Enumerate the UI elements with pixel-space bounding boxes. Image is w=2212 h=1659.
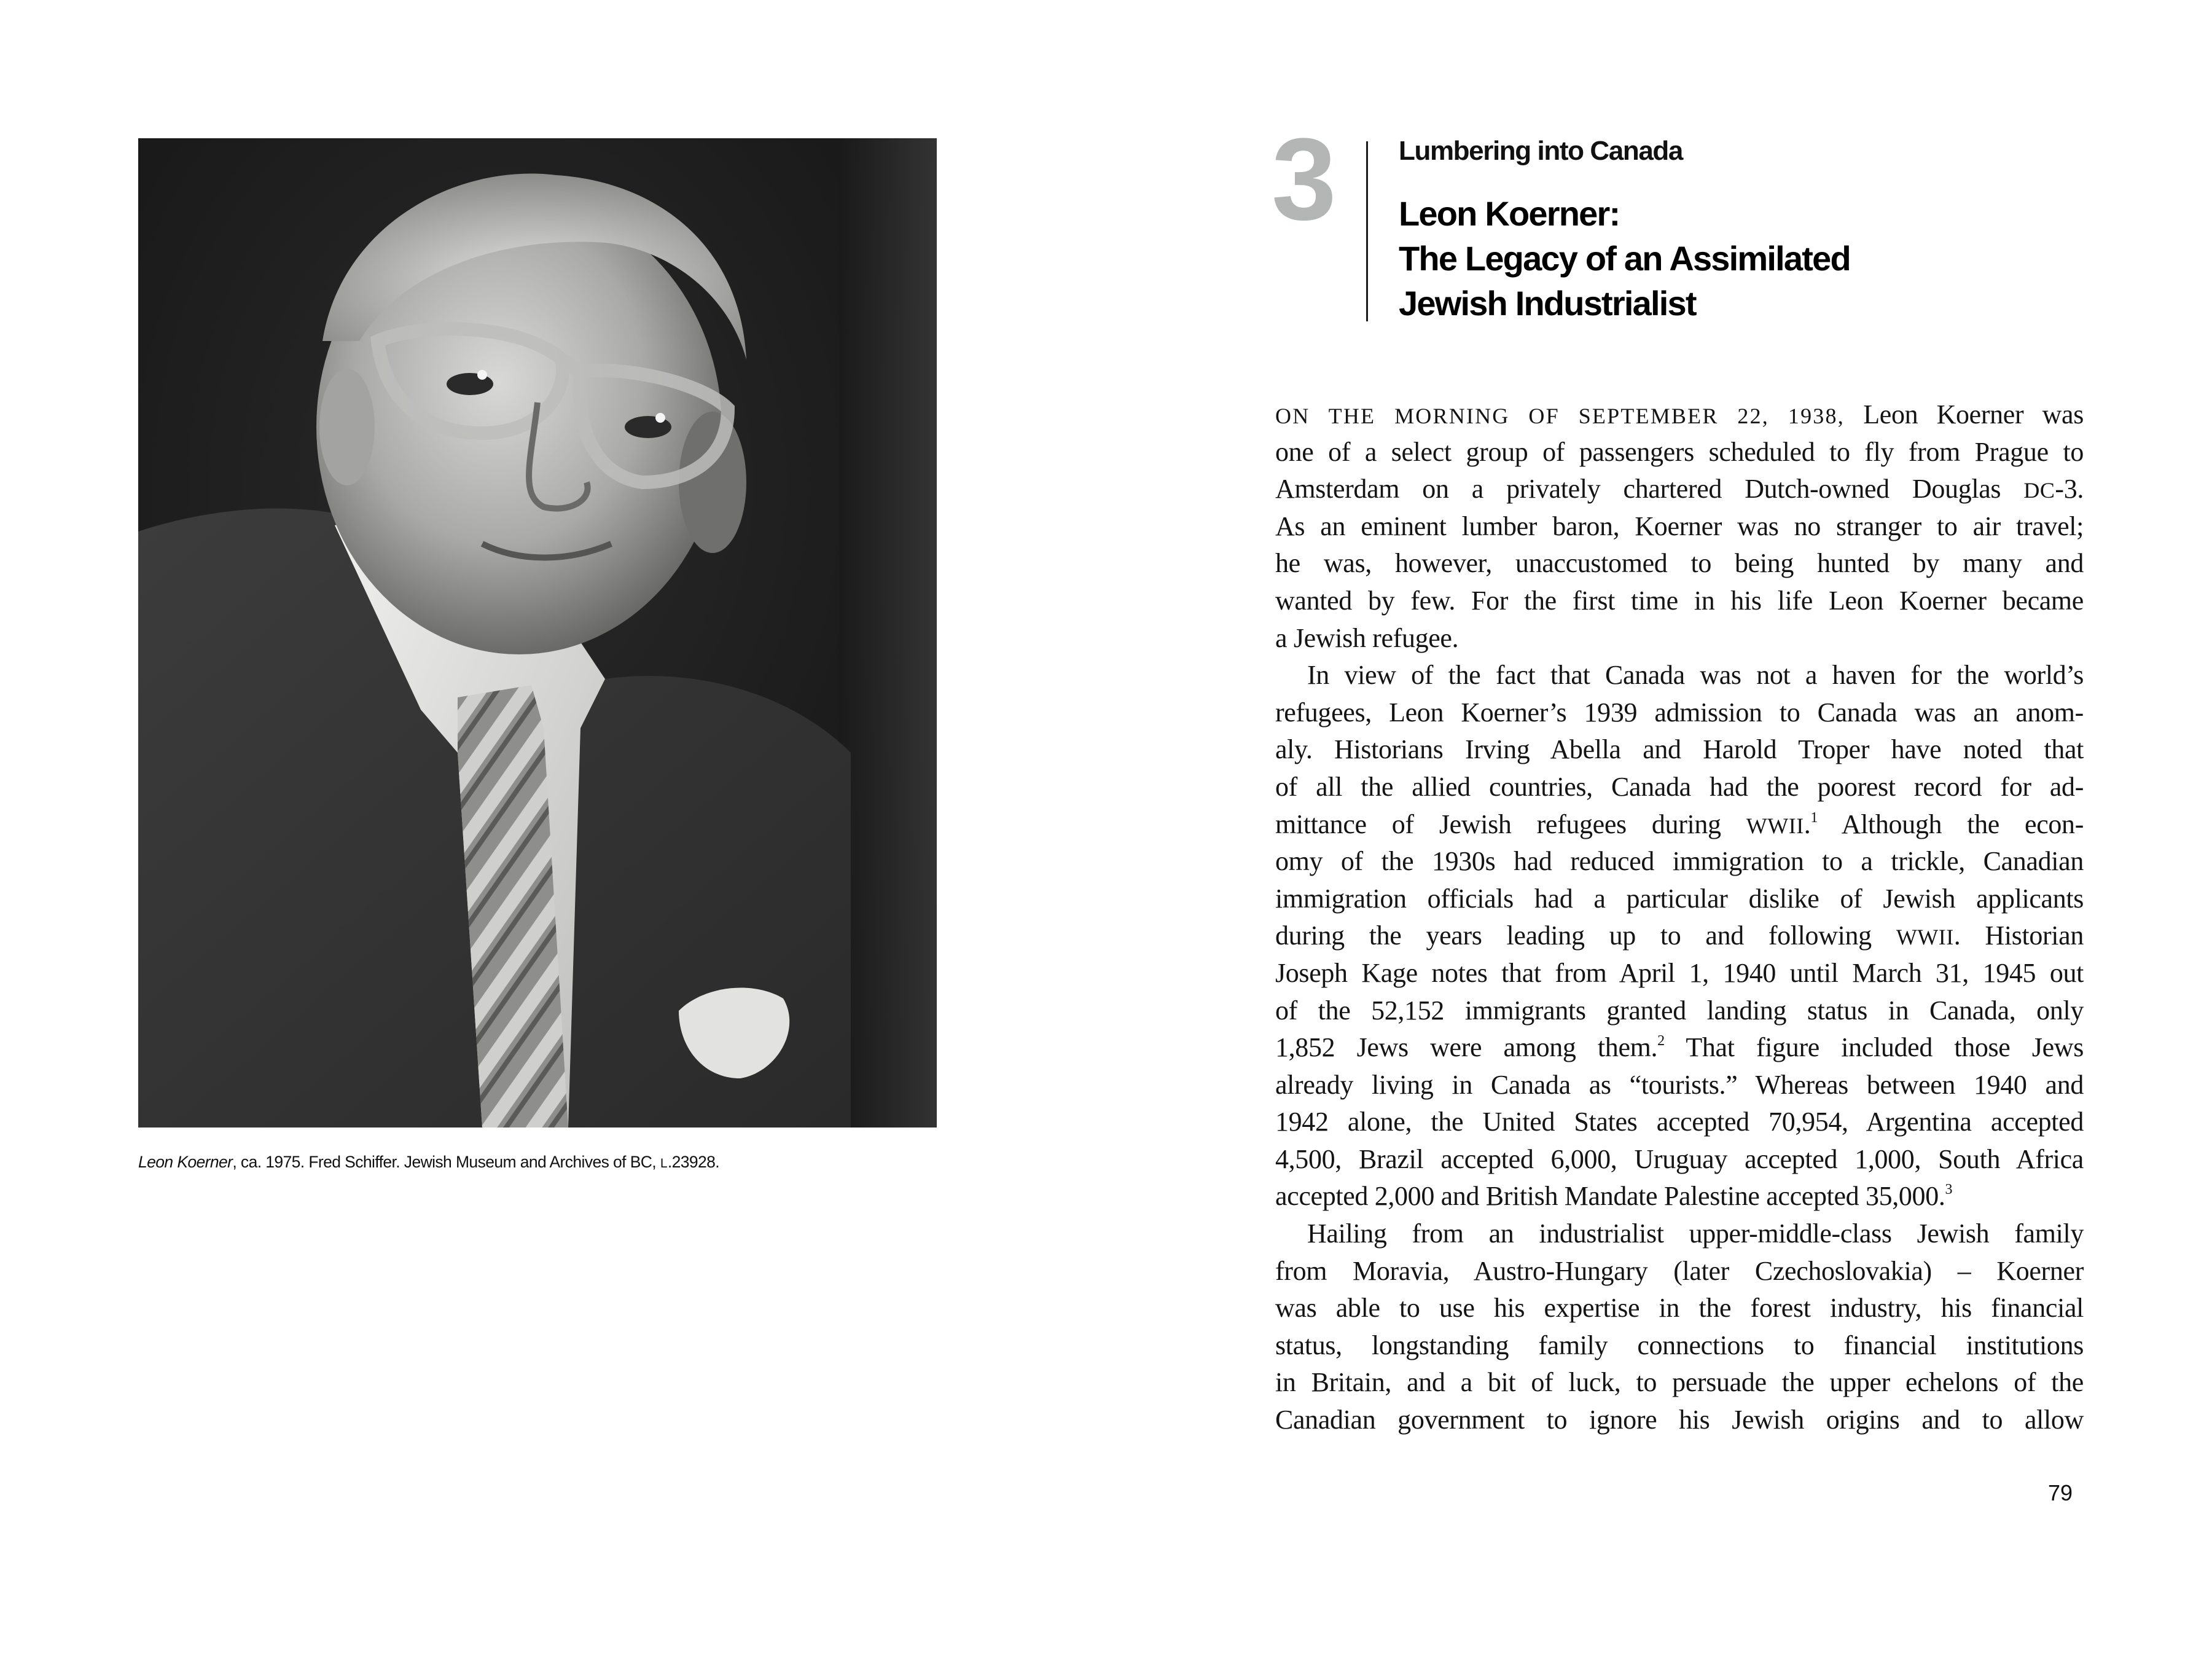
caption-accession-prefix: L [660, 1156, 668, 1171]
text-line: already living in Canada as “tourists.” Whereas between 1940 and [1275, 1069, 2084, 1100]
chapter-number: 3 [1272, 114, 1333, 245]
smallcaps-run: WWII [1896, 925, 1954, 950]
portrait-image [138, 138, 937, 1128]
text-run: -3. [2055, 474, 2084, 504]
opening-smallcaps: ON THE MORNING OF SEPTEMBER 22, 1938, [1275, 404, 1845, 428]
text-line: of the 52,152 immigrants granted landing status in Canada, only [1275, 995, 2084, 1026]
chapter-heading-divider [1366, 141, 1368, 321]
text-line: status, longstanding family connections to financial institutions [1275, 1330, 2084, 1360]
body-text [1275, 396, 2084, 1439]
text-line [1275, 806, 2084, 844]
portrait-photo [138, 138, 937, 1128]
text-line: of all the allied countries, Canada had the poorest record for ad- [1275, 771, 2084, 802]
text-run: during the years leading up to and following [1275, 920, 1896, 951]
text-run: 1,852 Jews were among them. [1275, 1032, 1658, 1063]
text-run: Leon Koerner was [1844, 399, 2084, 429]
text-run: . [1804, 809, 1811, 839]
text-line [1275, 1029, 2084, 1067]
caption-credit: , ca. 1975. Fred Schiffer. Jewish Museum and Archives of BC, [232, 1153, 660, 1171]
text-run: Although the econ- [1818, 809, 2084, 839]
chapter-title-line: Leon Koerner: [1399, 194, 1620, 233]
text-line: In view of the fact that Canada was not a haven for the world’s [1307, 660, 2084, 691]
smallcaps-run: WWII [1746, 813, 1804, 838]
caption-accession-number: .23928. [667, 1153, 720, 1171]
text-run: That figure included those Jews [1664, 1032, 2084, 1063]
text-line: one of a select group of passengers scheduled to fly from Prague to [1275, 436, 2084, 467]
text-line [1275, 1178, 2084, 1215]
text-run: accepted 2,000 and British Mandate Palestine accepted 35,000. [1275, 1181, 1945, 1212]
paragraph-3 [1275, 1215, 2084, 1439]
text-line: As an eminent lumber baron, Koerner was no stranger to air travel; [1275, 511, 2084, 541]
text-run: Amsterdam on a privately chartered Dutch-owned Douglas [1275, 474, 2024, 504]
text-line [1275, 471, 2084, 508]
photo-caption [138, 1153, 998, 1172]
paragraph-2 [1275, 657, 2084, 1215]
part-title: Lumbering into Canada [1399, 136, 1682, 166]
text-line [1275, 396, 2084, 434]
text-run: . Historian [1953, 920, 2084, 951]
text-line [1275, 917, 2084, 955]
footnote-marker[interactable]: 3 [1945, 1182, 1953, 1198]
text-run: mittance of Jewish refugees during [1275, 809, 1746, 839]
chapter-title-line: Jewish Industrialist [1399, 284, 1696, 323]
text-line: 1942 alone, the United States accepted 70,954, Argentina accepted [1275, 1107, 2084, 1137]
text-line: refugees, Leon Koerner’s 1939 admission to Canada was an anom- [1275, 697, 2084, 728]
text-line: omy of the 1930s had reduced immigration to a trickle, Canadian [1275, 846, 2084, 877]
text-line: a Jewish refugee. [1275, 622, 1459, 653]
text-line: was able to use his expertise in the forest industry, his financial [1275, 1293, 2084, 1324]
text-line: he was, however, unaccustomed to being hunted by many and [1275, 548, 2084, 579]
smallcaps-run: DC [2023, 478, 2055, 503]
caption-title: Leon Koerner [138, 1153, 233, 1171]
footnote-marker[interactable]: 1 [1810, 809, 1818, 826]
text-line: immigration officials had a particular dislike of Jewish applicants [1275, 883, 2084, 914]
text-line: Joseph Kage notes that from April 1, 1940 until March 31, 1945 out [1275, 957, 2084, 988]
paragraph-1 [1275, 396, 2084, 657]
page-number: 79 [2048, 1480, 2073, 1505]
chapter-title [1399, 191, 1850, 326]
footnote-marker[interactable]: 2 [1657, 1033, 1665, 1049]
chapter-title-line: The Legacy of an Assimilated [1399, 239, 1850, 278]
text-line: in Britain, and a bit of luck, to persuade the upper echelons of the [1275, 1367, 2084, 1398]
text-line: 4,500, Brazil accepted 6,000, Uruguay accepted 1,000, South Africa [1275, 1143, 2084, 1174]
text-line: wanted by few. For the first time in his life Leon Koerner became [1275, 585, 2084, 616]
text-line: aly. Historians Irving Abella and Harold Troper have noted that [1275, 734, 2084, 765]
text-line: Hailing from an industrialist upper-middle-class Jewish family [1307, 1218, 2084, 1249]
text-line: Canadian government to ignore his Jewish origins and to allow [1275, 1405, 2084, 1435]
text-line: from Moravia, Austro-Hungary (later Czechoslovakia) – Koerner [1275, 1255, 2084, 1286]
